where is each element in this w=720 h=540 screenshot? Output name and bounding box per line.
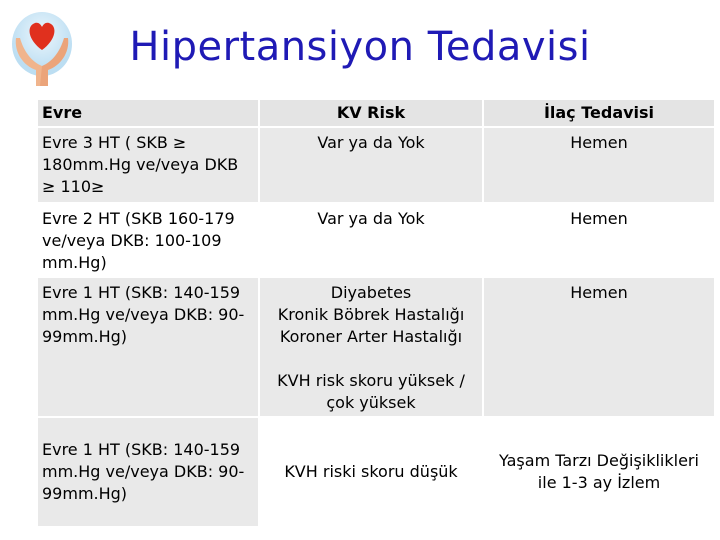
risk-line: KVH risk skoru yüksek /çok yüksek [277,371,465,412]
page-title: Hipertansiyon Tedavisi [129,24,591,70]
treatment-cell: Yaşam Tarzı Değişiklikleri ile 1-3 ay İzlem [483,417,715,527]
treatment-cell: Hemen [483,277,715,417]
stage-cell: Evre 2 HT (SKB 160-179 ve/veya DKB: 100-109 mm.Hg) [37,203,259,277]
table-row [37,127,715,203]
stage-cell: Evre 1 HT (SKB: 140-159 mm.Hg ve/veya DKB: 90-99mm.Hg) [37,277,259,417]
table-row [37,277,715,417]
risk-cell: Var ya da Yok [259,127,483,203]
stage-cell: Evre 1 HT (SKB: 140-159 mm.Hg ve/veya DKB: 90-99mm.Hg) [37,417,259,527]
table-row [37,417,715,527]
risk-cell: Var ya da Yok [259,203,483,277]
stage-cell: Evre 3 HT ( SKB ≥ 180mm.Hg ve/veya DKB ≥ 110≥ [37,127,259,203]
header-cv-risk: KV Risk [259,99,483,127]
risk-line: Koroner Arter Hastalığı [279,327,463,346]
risk-line: Kronik Böbrek Hastalığı [277,305,465,324]
risk-line: Diyabetes [330,283,412,302]
risk-cell: KVH riski skoru düşük [259,417,483,527]
header-stage: Evre [37,99,259,127]
risk-cell [259,277,483,417]
hypertension-treatment-table [36,98,716,528]
table-header-row [37,99,715,127]
header-drug-treatment: İlaç Tedavisi [483,99,715,127]
treatment-cell: Hemen [483,203,715,277]
table-row [37,203,715,277]
treatment-cell: Hemen [483,127,715,203]
